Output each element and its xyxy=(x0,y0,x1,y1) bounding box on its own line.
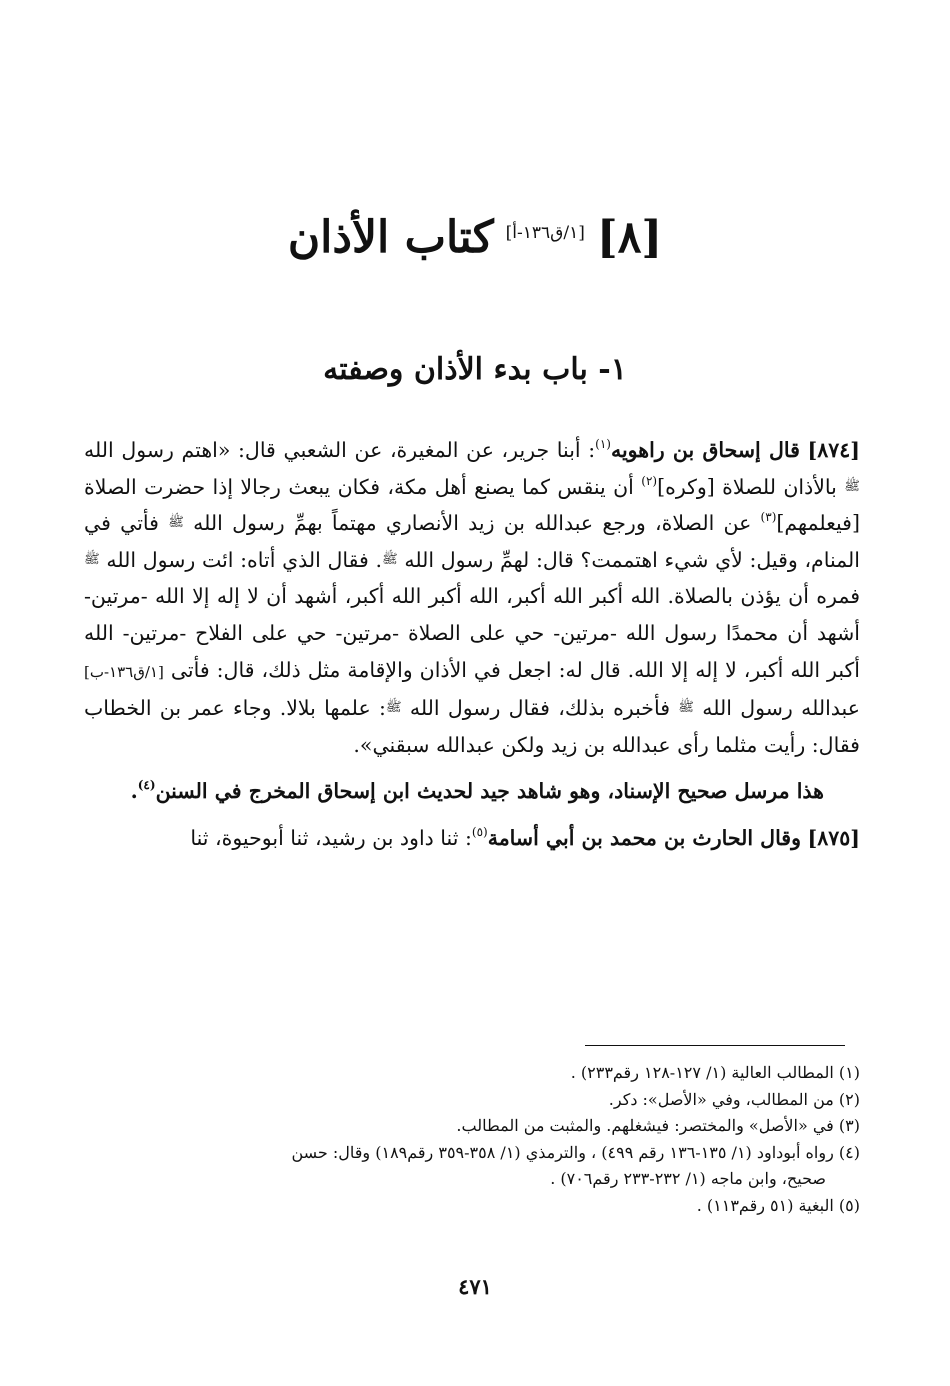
commentary-end: . xyxy=(130,779,138,804)
footnote: (٢) من المطالب، وفي «الأصل»: دكر. xyxy=(608,1089,860,1109)
chapter-manuscript-ref: [١/ق١٣٦-أ] xyxy=(505,223,585,243)
footnotes xyxy=(84,1060,860,1219)
section-title: ١- باب بدء الأذان وصفته xyxy=(323,352,627,387)
salawat-glyph: ﷺ xyxy=(382,551,398,567)
salawat-glyph: ﷺ xyxy=(84,551,100,567)
chapter-heading xyxy=(0,212,950,263)
hadith-text-3: أن ينقس كما يصنع أهل مكة، فكان يبعث رجالا إذا حضرت الصلاة [فيعلمهم] xyxy=(84,474,860,536)
footnote: (١) المطالب العالية (١/ ١٢٧-١٢٨ رقم٢٣٣) . xyxy=(570,1063,860,1082)
salawat-glyph: ﷺ xyxy=(168,515,184,531)
hadith-text-6: . فقال الذي أتاه: ائت رسول الله xyxy=(106,547,382,572)
hadith-text-4: عن الصلاة، ورجع عبدالله بن زيد الأنصاري مهتماً بهمِّ رسول الله xyxy=(193,511,761,536)
manuscript-ref: [١/ق١٣٦-ب] xyxy=(84,662,164,681)
hadith-text: : ثنا داود بن رشيد، ثنا أبوحيوة، ثنا xyxy=(190,825,472,850)
footnote-ref-5[interactable]: (٥) xyxy=(471,824,488,839)
hadith-text-9: فأخبره بذلك، فقال رسول الله xyxy=(409,696,671,721)
hadith-text-2: بالأذان للصلاة [وكره] xyxy=(657,474,837,499)
chapter-number: [٨] xyxy=(596,212,663,263)
footnote-divider xyxy=(585,1045,845,1046)
salawat-glyph: ﷺ xyxy=(844,478,860,494)
hadith-text-5: فأتي في المنام، وقيل: لأي شيء اهتممت؟ قال: لهمِّ رسول الله xyxy=(84,511,860,572)
footnote-ref-1[interactable]: (١) xyxy=(595,437,611,451)
footnote-ref-2[interactable]: (٢) xyxy=(641,473,658,488)
footnote: (٣) في «الأصل» والمختصر: فيشغلهم. والمثبت من المطالب. xyxy=(456,1116,860,1135)
hadith-text-7: فمره أن يؤذن بالصلاة. الله أكبر الله أكبر، الله أكبر الله أكبر، أشهد أن لا إله إلا الله -مرتين- أشهد أن محمدًا رسول الله -مرتين- حي على الصلاة -مرتين- حي على الفلاح -مرتين- الله أكبر الله أكبر، لا إله إلا الله. قال له: اجعل في الأذان والإقامة مثل ذلك، قال: فأتى xyxy=(84,584,860,682)
hadith-text-8: عبدالله رسول الله xyxy=(702,696,860,721)
hadith-number: [٨٧٤] xyxy=(807,438,860,462)
hadith-875 xyxy=(84,820,860,857)
hadith-number: [٨٧٥] xyxy=(807,825,860,850)
main-text xyxy=(84,432,860,867)
footnote: (٥) البغية (٥١ رقم١١٣) . xyxy=(696,1195,860,1215)
hadith-text-1: : أبنا جرير، عن المغيرة، عن الشعبي قال: «اهتم رسول الله xyxy=(84,438,596,462)
hadith-narrator: قال إسحاق بن راهويه xyxy=(610,438,800,462)
footnote-ref-3[interactable]: (٣) xyxy=(760,510,777,525)
footnote-ref-4[interactable]: (٤) xyxy=(137,778,156,793)
commentary xyxy=(84,773,860,810)
salawat-glyph: ﷺ xyxy=(678,700,695,716)
hadith-874 xyxy=(84,432,860,763)
commentary-text: هذا مرسل صحيح الإسناد، وهو شاهد جيد لحديث ابن إسحاق المخرج في السنن xyxy=(155,779,824,804)
chapter-title: كتاب الأذان xyxy=(287,212,494,263)
page-number: ٤٧١ xyxy=(458,1274,492,1299)
salawat-glyph: ﷺ xyxy=(385,700,402,716)
footnote-continuation: صحيح، وابن ماجه (١/ ٢٣٢-٢٣٣ رقم٧٠٦) . xyxy=(550,1169,826,1188)
hadith-narrator: وقال الحارث بن محمد بن أبي أسامة xyxy=(487,825,802,850)
footnote: (٤) رواه أبوداود (١/ ١٣٥-١٣٦ رقم ٤٩٩) ، والترمذي (١/ ٣٥٨-٣٥٩ رقم١٨٩) وقال: حسن xyxy=(291,1142,860,1162)
hadith-text-10: : علمها بلالا. وجاء عمر بن الخطاب فقال: رأيت مثلما رأى عبدالله بن زيد ولكن عبدالله سبقني». xyxy=(84,696,860,757)
